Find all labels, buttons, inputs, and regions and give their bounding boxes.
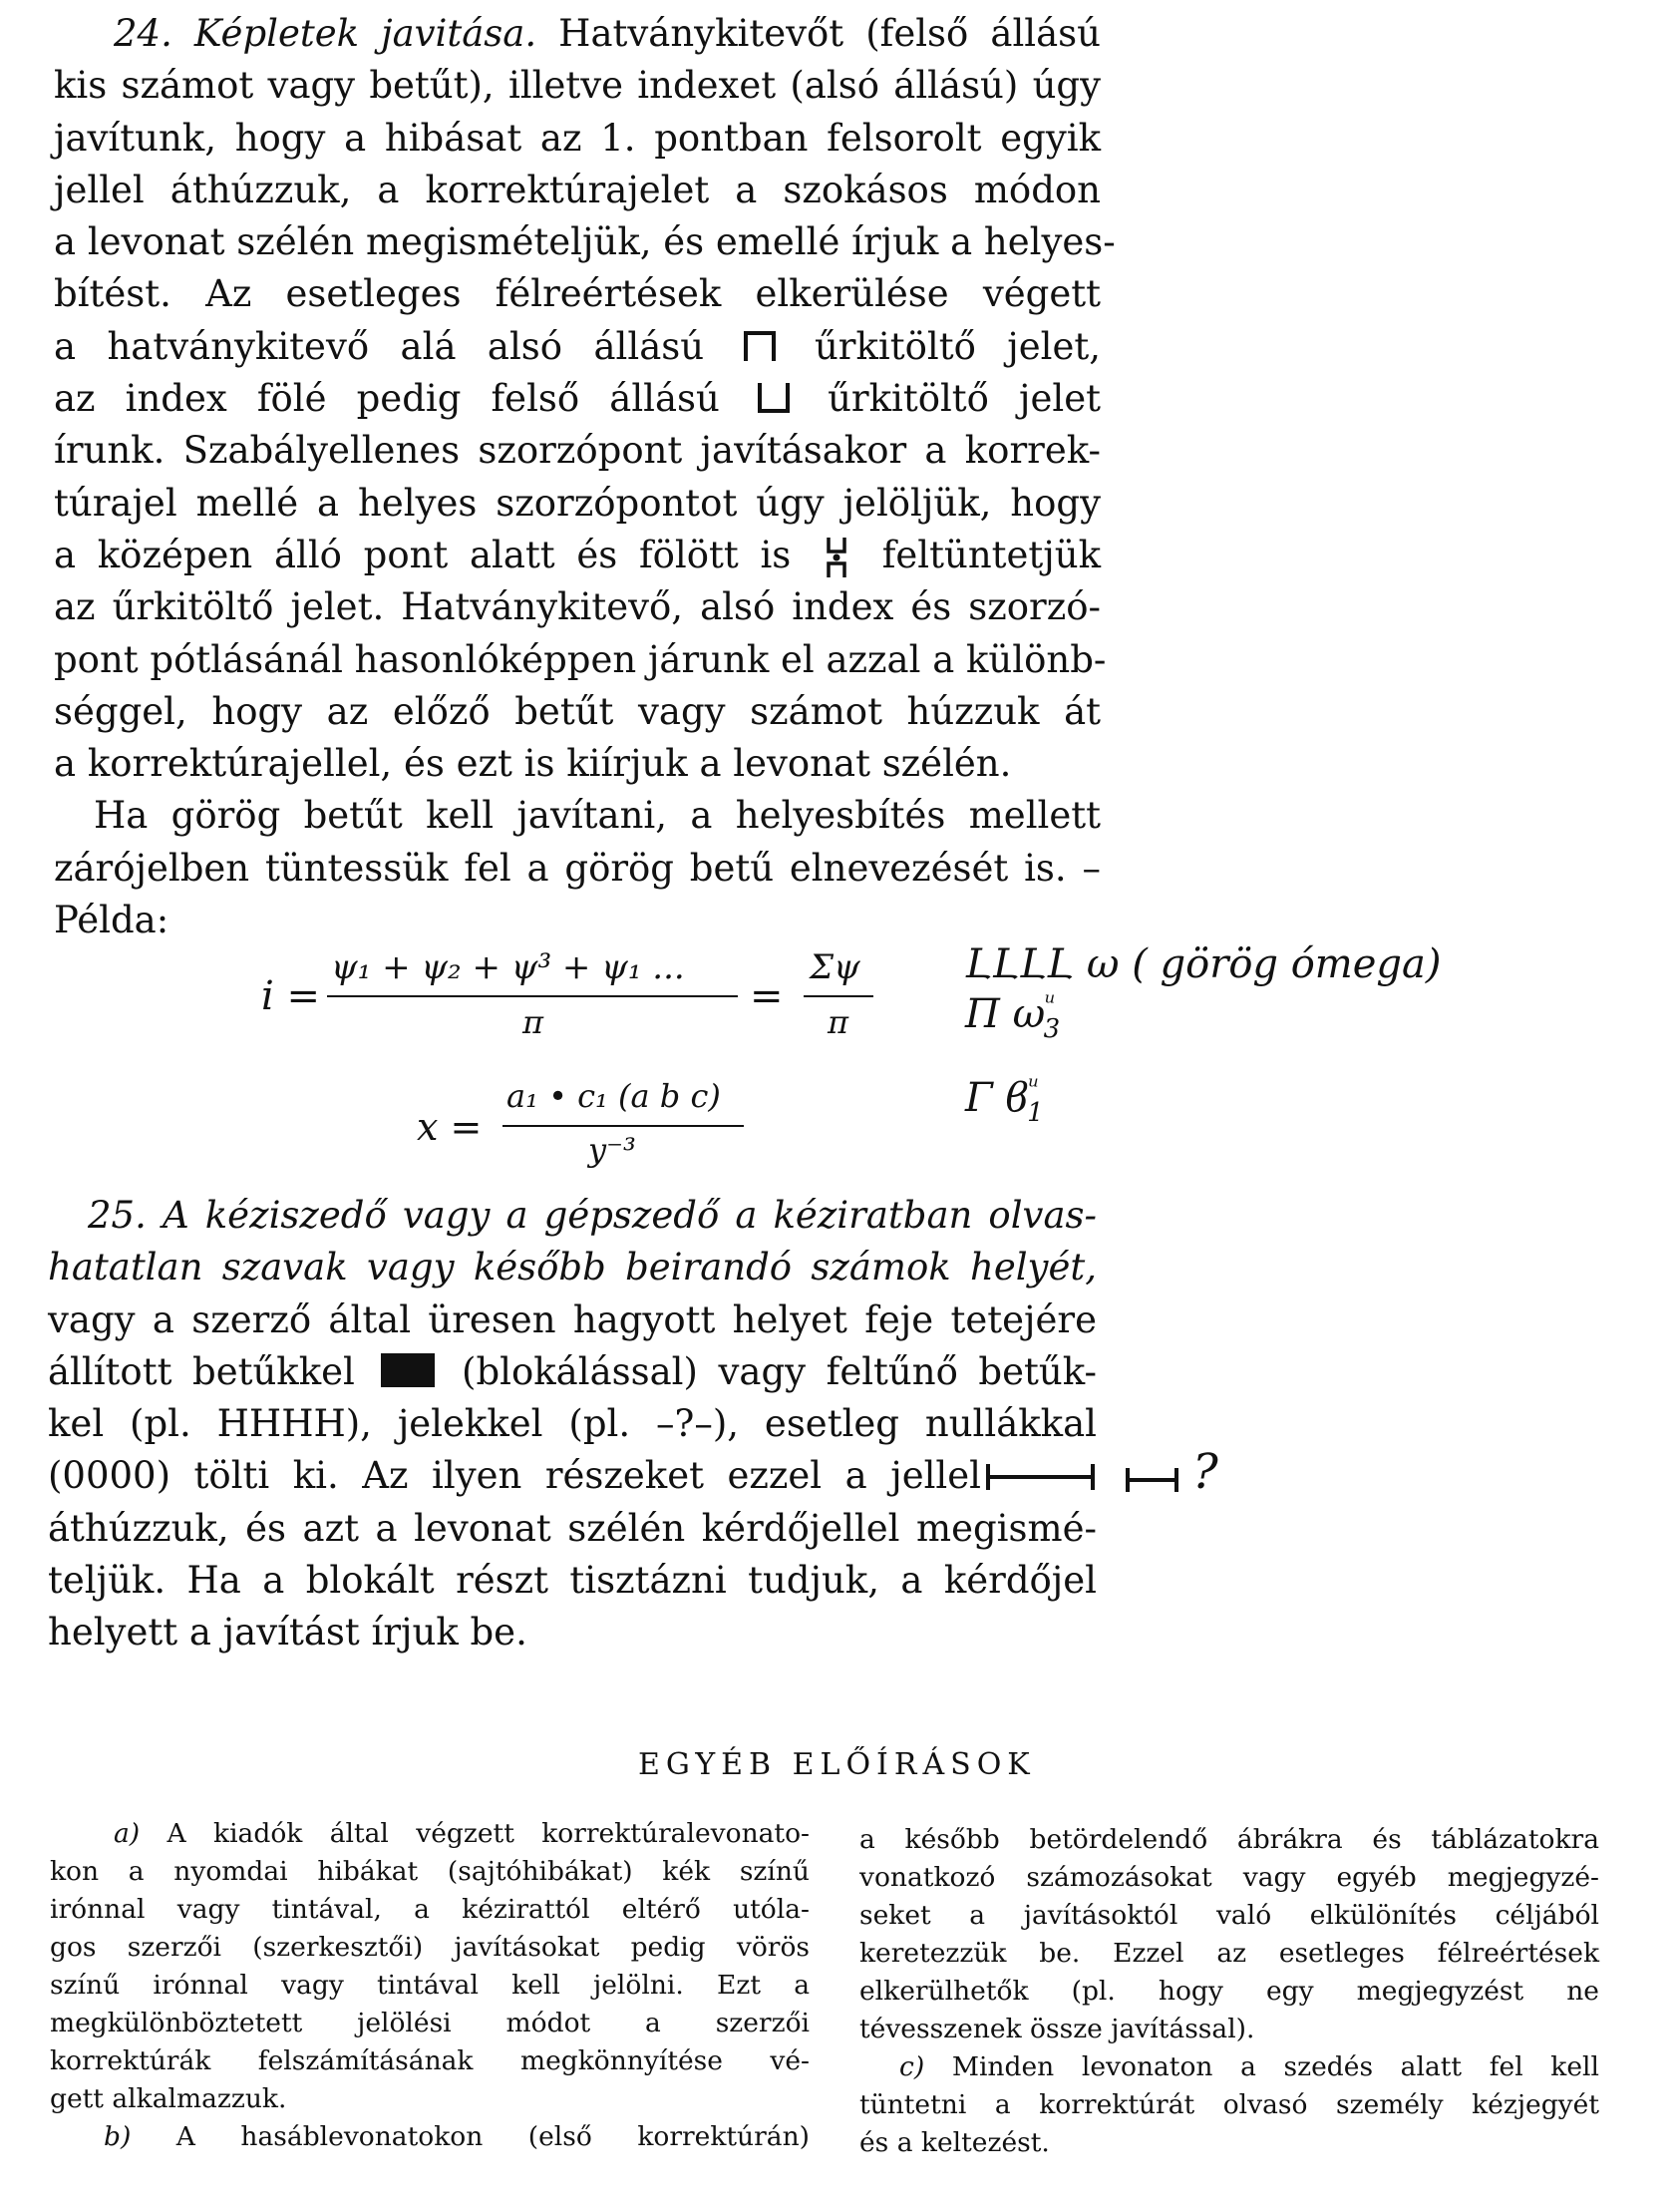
text-line: kis számot vagy betűt), illetve indexet (alsó állású) úgy — [54, 64, 1101, 108]
formula-1-rhs-numerator: Σψ — [810, 947, 860, 987]
left-column — [50, 1815, 810, 2156]
section-number: 25. — [88, 1194, 147, 1237]
formula-1-denominator: π — [522, 1003, 544, 1041]
formula-2-numerator: a₁ • c₁ (a b c) — [506, 1077, 721, 1115]
item-label: b) — [104, 2121, 132, 2152]
text-line: a később betördelendő ábrákra és táblázatokra — [859, 1824, 1599, 1855]
margin-note-omega: ԼԼԼԼ ω ( görög ómega) — [965, 941, 1442, 987]
text-line: helyett a javítást írjuk be. — [48, 1611, 527, 1655]
text-line: és a keltezést. — [859, 2127, 1050, 2158]
text-line: a középen álló pont alatt és fölött is feltüntetjük — [54, 530, 1101, 581]
text-line: hatatlan szavak vagy később beirandó számok helyét, — [48, 1246, 1097, 1290]
text-line: vagy a szerző által üresen hagyott helyet feje tetejére — [48, 1297, 1097, 1341]
text-line: gos szerzői (szerkesztői) javításokat pedig vörös — [50, 1932, 810, 1963]
text-line: Példa: — [54, 899, 169, 942]
text-line: írunk. Szabályellenes szorzópont javításakor a korrek- — [54, 429, 1101, 473]
text-line: korrektúrák felszámításának megkönnyítése vé- — [50, 2045, 810, 2076]
text-line: jellel áthúzzuk, a korrektúrajelet a szokásos módon — [54, 168, 1101, 211]
section-heading: EGYÉB ELŐÍRÁSOK — [638, 1747, 1036, 1782]
text-line: kel (pl. HHHH), jelekkel (pl. –?–), esetleg nullákkal — [48, 1402, 1097, 1446]
margin-note-question: ? — [1192, 1444, 1218, 1500]
text-line: tévesszenek össze javítással). — [859, 2014, 1255, 2044]
formula-2-lhs: x = — [417, 1105, 483, 1149]
text-line: keretezzük be. Ezzel az esetleges félreértések — [859, 1938, 1599, 1969]
section-25 — [48, 1190, 1097, 1659]
text-line: az index fölé pedig felső állású űrkitöltő jelet — [54, 377, 1102, 421]
text-line: b) A hasáblevonatokon (első korrektúrán) — [104, 2121, 810, 2152]
text-line: a levonat szélén megismételjük, és emellé írjuk a helyes- — [54, 220, 1116, 264]
item-label: a) — [114, 1818, 141, 1849]
text-line: a hatványkitevő alá alsó állású űrkitöltő jelet, — [54, 324, 1101, 368]
formula-2-denominator: y⁻³ — [588, 1131, 636, 1169]
formula-1-lhs: i = — [261, 973, 321, 1019]
main-text — [54, 8, 1116, 946]
section-number: 24. — [114, 12, 172, 55]
margin-note-gamma-beta: Γ $ϐ^ᵘ_1$ — [965, 1072, 1044, 1128]
section-24 — [54, 8, 1116, 790]
text-line: Ha görög betűt kell javítani, a helyesbítés mellett — [94, 794, 1101, 838]
text-line: megkülönböztetett jelölési módot a szerzői — [50, 2008, 810, 2038]
text-line: bítést. Az esetleges félreértések elkerülése végett — [54, 272, 1101, 316]
item-label: c) — [899, 2051, 925, 2082]
text-line: a korrektúrajellel, és ezt is kiírjuk a levonat szélén. — [54, 742, 1012, 786]
text-line: kon a nyomdai hibákat (sajtóhibákat) kék színű — [50, 1856, 810, 1887]
text-line: (0000) tölti ki. Az ilyen részeket ezzel a jellel — [48, 1450, 1097, 1502]
text-line: séggel, hogy az előző betűt vagy számot húzzuk át — [54, 689, 1101, 733]
text-line: állított betűkkel (blokálással) vagy feltűnő betűk- — [48, 1349, 1097, 1393]
greek-paragraph — [54, 790, 1101, 946]
formula-1-rhs-denominator: π — [828, 1003, 849, 1041]
section-title: Képletek javitása. — [193, 12, 537, 55]
fraction-bar — [502, 1125, 744, 1127]
text-line: 24. Képletek javitása. Hatványkitevőt (felső állású — [114, 12, 1101, 55]
text-line: teljük. Ha a blokált részt tisztázni tudjuk, a kérdőjel — [48, 1559, 1097, 1603]
text-line: elkerülhetők (pl. hogy egy megjegyzést ne — [859, 1976, 1599, 2007]
text-line: áthúzzuk, és azt a levonat szélén kérdőjellel megismé- — [48, 1506, 1097, 1550]
text-line: tüntetni a korrektúrát olvasó személy kézjegyét — [859, 2089, 1599, 2120]
text-line: c) Minden levonaton a szedés alatt fel kell — [899, 2051, 1599, 2082]
text-line: pont pótlásánál hasonlóképpen járunk el azzal a különb- — [54, 637, 1107, 681]
text-line: 25. A kéziszedő vagy a gépszedő a kéziratban olvas- — [88, 1194, 1097, 1237]
formula-1 — [261, 949, 909, 1059]
space-filler-bottom-icon — [756, 381, 792, 415]
fraction-bar — [327, 995, 738, 997]
text-line: irónnal vagy tintával, a kézirattól eltérő utóla- — [50, 1894, 810, 1925]
text-line: seket a javításoktól való elkülönítés céljából — [859, 1900, 1599, 1931]
formula-1-numerator: ψ₁ + ψ₂ + ψ³ + ψ₁ ... — [331, 947, 685, 987]
margin-query-mark-icon — [1125, 1464, 1180, 1494]
text-line: vonatkozó számozásokat vagy egyéb megjegyzé- — [859, 1862, 1599, 1893]
right-column — [859, 1821, 1599, 2162]
formula-2 — [417, 1075, 776, 1185]
text-line: gett alkalmazzuk. — [50, 2083, 287, 2114]
text-line: túrajel mellé a helyes szorzópontot úgy jelöljük, hogy — [54, 481, 1101, 525]
blocking-mark-icon — [381, 1353, 435, 1387]
space-filler-top-icon — [742, 329, 778, 363]
text-line: az űrkitöltő jelet. Hatványkitevő, alsó index és szorzó- — [54, 585, 1101, 629]
text-line: javítunk, hogy a hibásat az 1. pontban felsorolt egyik — [54, 116, 1101, 160]
query-mark-icon — [985, 1454, 1097, 1484]
text-line: színű irónnal vagy tintával kell jelölni. Ezt a — [50, 1970, 810, 2001]
text-line: zárójelben tüntessük fel a görög betű elnevezését is. – — [54, 846, 1101, 890]
multiplication-dot-marker-icon — [819, 536, 854, 579]
text-line: a) A kiadók által végzett korrektúralevonato- — [114, 1818, 810, 1849]
margin-note-pi-omega: Π $\omega^ᵘ_3$ — [965, 988, 1061, 1044]
formula-1-equals: = — [750, 973, 784, 1019]
fraction-bar — [804, 995, 873, 997]
